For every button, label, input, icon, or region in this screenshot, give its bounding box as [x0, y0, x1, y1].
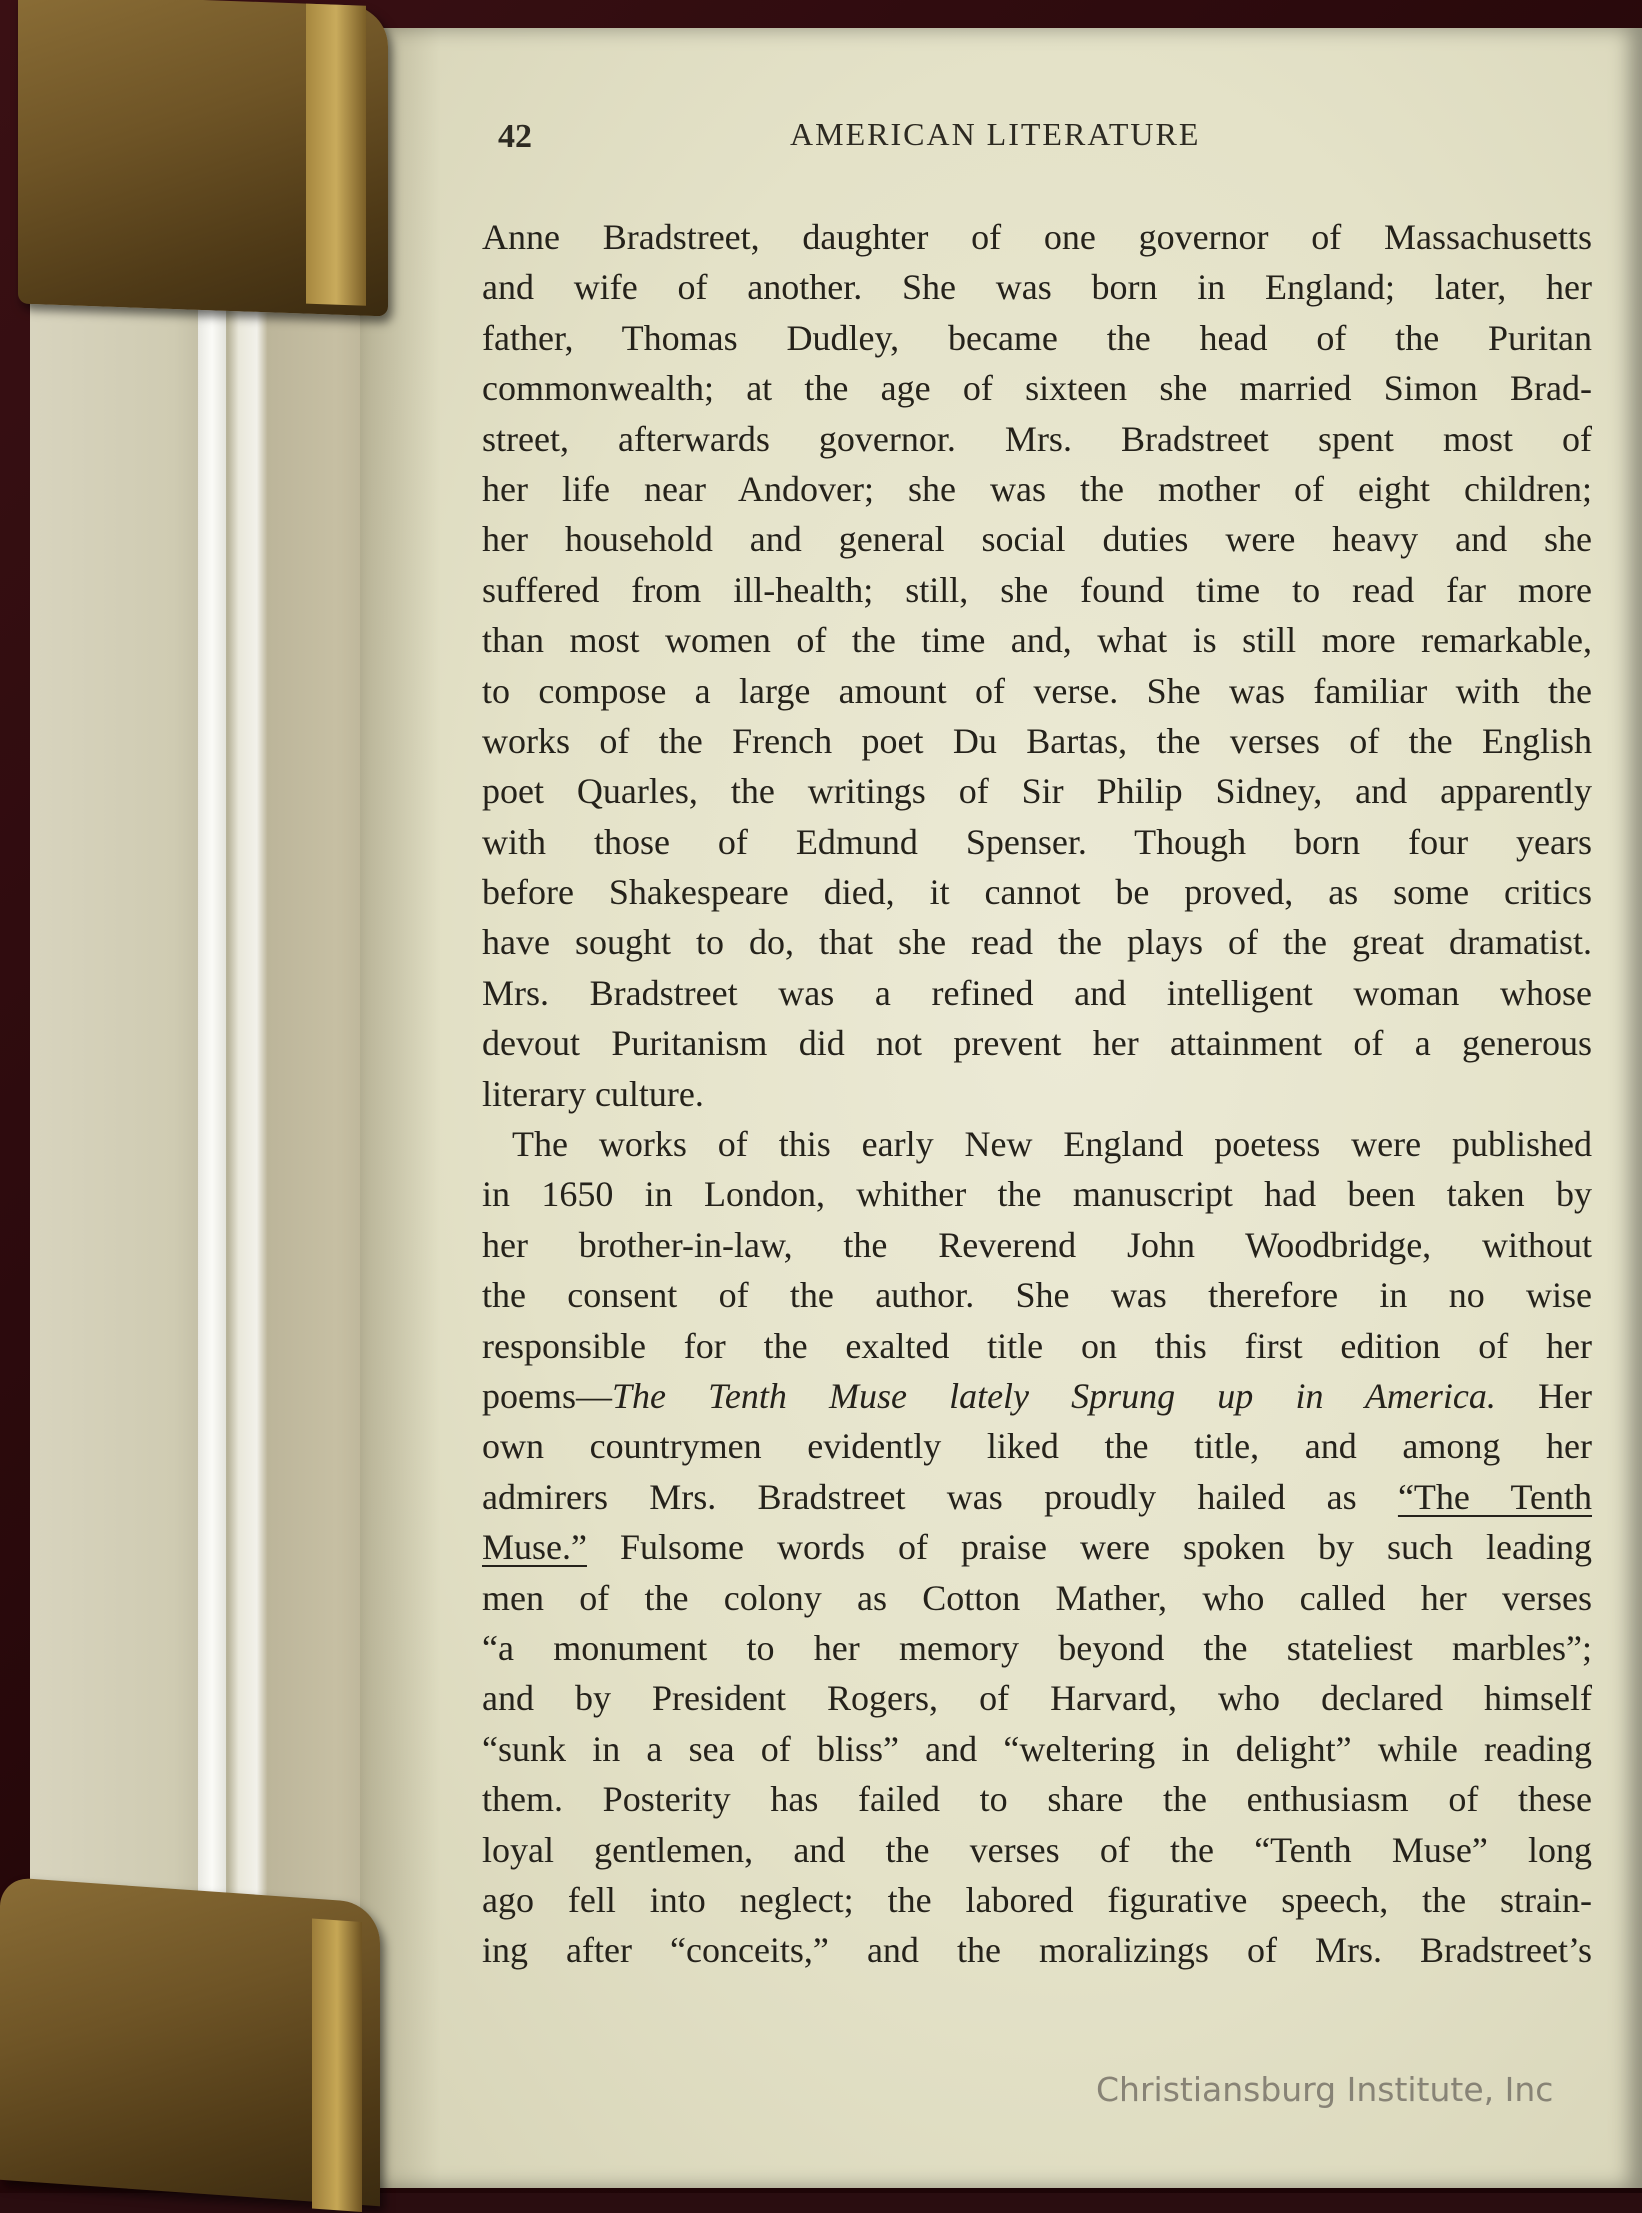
- page-edges: [30, 250, 390, 2130]
- text-line: own countrymen evidently liked the title, and among her: [482, 1426, 1592, 1467]
- page-number: 42: [498, 118, 532, 155]
- text-line: before Shakespeare died, it cannot be proved, as some critics: [482, 872, 1592, 913]
- text-line: Anne Bradstreet, daughter of one governor of Massachusetts: [482, 217, 1592, 257]
- text-line: in 1650 in London, whither the manuscript had been taken by: [482, 1174, 1592, 1215]
- text-line: Mrs. Bradstreet was a refined and intelligent woman whose: [482, 972, 1592, 1013]
- text-line: responsible for the exalted title on this first edition of her: [482, 1325, 1592, 1366]
- text-line: “sunk in a sea of bliss” and “weltering in delight” while reading: [482, 1728, 1592, 1769]
- book-title: The Tenth Muse lately Sprung up in America.: [612, 1375, 1496, 1416]
- text-line-tenth: [482, 1472, 1592, 1522]
- text-line: her life near Andover; she was the mother of eight children;: [482, 468, 1592, 509]
- text-line: and wife of another. She was born in England; later, her: [482, 267, 1592, 308]
- text-line-muse: [482, 1522, 1592, 1572]
- text-line: to compose a large amount of verse. She was familiar with the: [482, 670, 1592, 711]
- text-line-title: [482, 1371, 1592, 1421]
- text-line: ing after “conceits,” and the moralizings of Mrs. Bradstreet’s: [482, 1930, 1592, 1971]
- watermark: Christiansburg Institute, Inc: [1096, 2070, 1554, 2109]
- page-clip-top: [18, 0, 388, 316]
- text-line: street, afterwards governor. Mrs. Bradstreet spent most of: [482, 418, 1592, 459]
- text-line: The works of this early New England poetess were published: [512, 1124, 1592, 1165]
- text-line: father, Thomas Dudley, became the head of the Puritan: [482, 317, 1592, 358]
- text-line: the consent of the author. She was therefore in no wise: [482, 1275, 1592, 1316]
- text-line: literary culture.: [482, 1073, 704, 1114]
- text-line: have sought to do, that she read the plays of the great dramatist.: [482, 922, 1592, 963]
- title-line-before: poems—: [482, 1375, 612, 1416]
- muse-line-after: Fulsome words of praise were spoken by such leading: [586, 1527, 1592, 1568]
- text-line: men of the colony as Cotton Mather, who called her verses: [482, 1577, 1592, 1618]
- page-gutter-shadow: [360, 28, 440, 2188]
- running-head: AMERICAN LITERATURE: [790, 116, 1201, 152]
- page-clip-bottom: [0, 1877, 380, 2207]
- text-line: loyal gentlemen, and the verses of the “Tenth Muse” long: [482, 1829, 1592, 1870]
- text-line: her household and general social duties were heavy and she: [482, 519, 1592, 560]
- title-line-after: Her: [1495, 1375, 1592, 1416]
- text-line: “a monument to her memory beyond the stateliest marbles”;: [482, 1627, 1592, 1668]
- text-line: her brother-in-law, the Reverend John Woodbridge, without: [482, 1224, 1592, 1265]
- text-line: poet Quarles, the writings of Sir Philip Sidney, and apparently: [482, 771, 1592, 812]
- underlined-quote: “The Tenth: [1397, 1476, 1592, 1517]
- text-line: them. Posterity has failed to share the enthusiasm of these: [482, 1779, 1592, 1820]
- text-line: and by President Rogers, of Harvard, who declared himself: [482, 1678, 1592, 1719]
- text-line: than most women of the time and, what is still more remarkable,: [482, 620, 1592, 661]
- underlined-quote-end: Muse.”: [482, 1527, 587, 1568]
- text-line: ago fell into neglect; the labored figurative speech, the strain-: [482, 1879, 1592, 1920]
- text-line: commonwealth; at the age of sixteen she married Simon Brad-: [482, 368, 1592, 409]
- tenth-line-before: admirers Mrs. Bradstreet was proudly hailed as: [482, 1476, 1398, 1517]
- text-line: works of the French poet Du Bartas, the verses of the English: [482, 720, 1592, 761]
- page-header: [490, 112, 1600, 162]
- body-text: [482, 212, 1592, 1976]
- text-line: suffered from ill-health; still, she found time to read far more: [482, 569, 1592, 610]
- text-line: with those of Edmund Spenser. Though born four years: [482, 821, 1592, 862]
- text-line: devout Puritanism did not prevent her attainment of a generous: [482, 1023, 1592, 1064]
